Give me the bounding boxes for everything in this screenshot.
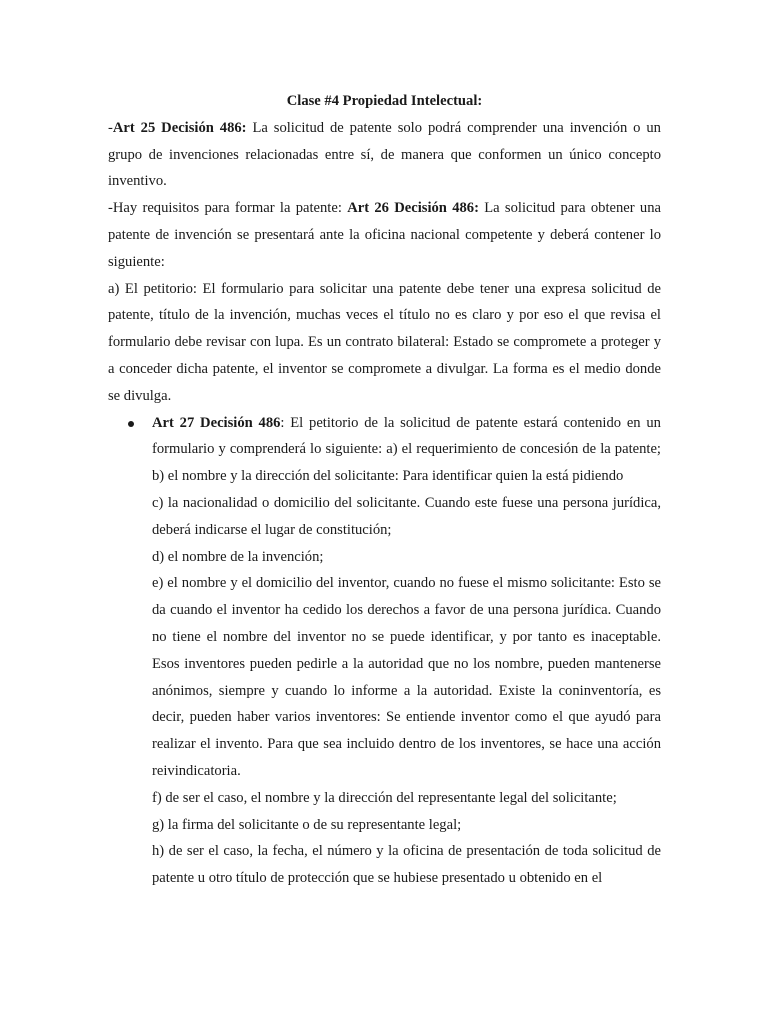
bullet-icon xyxy=(128,421,134,427)
art-27-body: : El petitorio de la solicitud de patente estará contenido en un formulario y comprenderá lo siguiente: a) el requerimiento de concesión de la patente; b) el nombre y la dirección del solicitante: Para identificar quien la está pidiendo xyxy=(152,414,661,485)
document-title: Clase #4 Propiedad Intelectual: xyxy=(286,93,483,109)
paragraph-art-25-text: La solicitud de patente solo podrá comprender una invención o un grupo de invenciones relacionadas entre sí, de manera que conformen un único concepto inventivo. xyxy=(108,119,661,190)
paragraph-art-25 xyxy=(108,115,661,195)
paragraph-art-26 xyxy=(108,195,661,275)
paragraph-petitorio: a) El petitorio: El formulario para solicitar una patente debe tener una expresa solicitud de patente, título de la invención, muchas veces el título no es claro y por eso el que revisa el formulario debe revisar con lupa. Es un contrato bilateral: Estado se compromete a proteger y a conceder dicha patente, el inventor se compromete a divulgar. La forma es el medio donde se divulga. xyxy=(108,280,661,404)
art-27-heading: Art 27 Decisión 486 xyxy=(152,414,281,431)
paragraph-art-25-lead: - xyxy=(108,119,113,136)
list-item-art-27 xyxy=(108,410,661,892)
sub-item-c: c) la nacionalidad o domicilio del solicitante. Cuando este fuese una persona jurídica, deberá indicarse el lugar de constitución; xyxy=(152,494,661,538)
paragraph-art-25-heading: Art 25 Decisión 486: xyxy=(112,119,247,136)
sub-item-g: g) la firma del solicitante o de su representante legal; xyxy=(152,816,462,833)
bullet-list xyxy=(108,410,661,892)
sub-item-e: e) el nombre y el domicilio del inventor, cuando no fuese el mismo solicitante: Esto se da cuando el inventor ha cedido los derechos a favor de una persona jurídica. Cuando no tiene el nombre del inventor no se puede identificar, y por tanto es inaceptable. Esos inventores pueden pedirle a la autoridad que no los nombre, pueden mantenerse anónimos, siempre y cuando lo informe a la autoridad. Existe la coninventoría, es decir, pueden haber varios inventores: Se entiende inventor como el que ayudó para realizar el invento. Para que sea incluido dentro de los inventores, se hace una acción reivindicatoria. xyxy=(152,575,661,779)
sub-item-d: d) el nombre de la invención; xyxy=(152,548,324,565)
sub-item-f: f) de ser el caso, el nombre y la dirección del representante legal del solicitante; xyxy=(152,789,617,806)
paragraph-art-26-heading: Art 26 Decisión 486: xyxy=(347,200,479,217)
paragraph-art-26-intro: -Hay requisitos para formar la patente: xyxy=(108,200,348,217)
sub-item-h: h) de ser el caso, la fecha, el número y la oficina de presentación de toda solicitud de patente u otro título de protección que se hubiese presentado u obtenido en el xyxy=(152,843,661,887)
document-page xyxy=(108,88,661,892)
art-27-text xyxy=(152,410,661,490)
paragraph-art-26-text: La solicitud para obtener una patente de invención se presentará ante la oficina nacional competente y deberá contener lo siguiente: xyxy=(108,200,661,270)
